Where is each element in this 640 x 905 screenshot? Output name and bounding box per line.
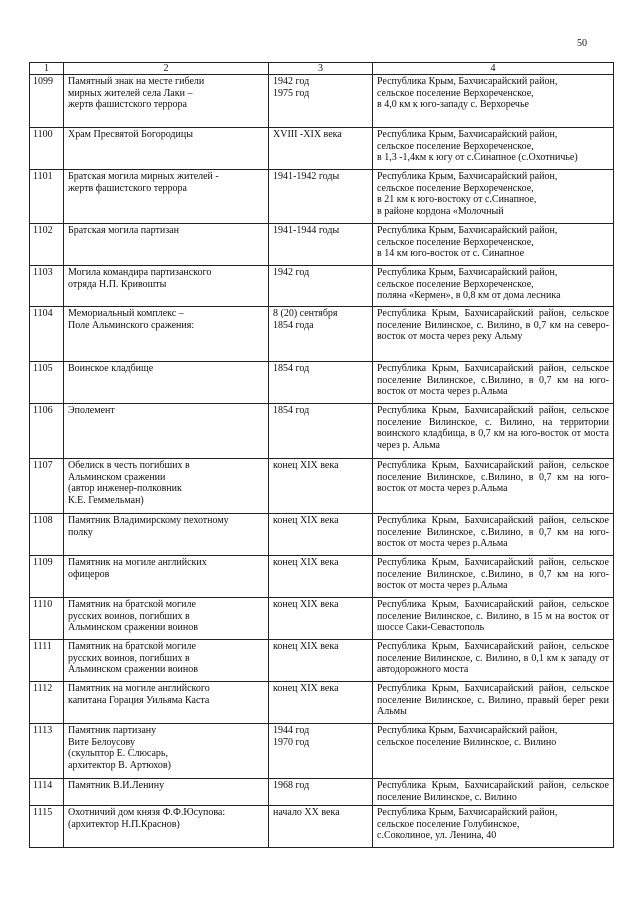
object-name: Эполемент (64, 404, 269, 459)
row-number: 1102 (30, 224, 64, 266)
table-row (30, 724, 614, 779)
row-number: 1115 (30, 806, 64, 848)
object-date: 1968 год (269, 779, 373, 806)
object-location: Республика Крым, Бахчисарайский район, сельское поселение Вилинское, с. Вилино (373, 779, 614, 806)
object-location: Республика Крым, Бахчисарайский район, сельское поселение Вилинское, с. Вилино, в 15 м на восток от шоссе Саки-Севастополь (373, 598, 614, 640)
object-date: 8 (20) сентября 1854 года (269, 307, 373, 362)
row-number: 1100 (30, 128, 64, 170)
object-date: конец XIX века (269, 598, 373, 640)
object-name: Храм Пресвятой Богородицы (64, 128, 269, 170)
row-number: 1110 (30, 598, 64, 640)
object-location: Республика Крым, Бахчисарайский район, сельское поселение Верхореченское, в 1,3 -1,4км к югу от с.Синапное (с.Охотничье) (373, 128, 614, 170)
object-name: Мемориальный комплекс – Поле Альминского сражения: (64, 307, 269, 362)
object-date: 1942 год 1975 год (269, 75, 373, 128)
row-number: 1112 (30, 682, 64, 724)
object-name: Воинское кладбище (64, 362, 269, 404)
object-location: Республика Крым, Бахчисарайский район, сельское поселение Верхореченское, в 14 км юго-восток от с. Синапное (373, 224, 614, 266)
object-location: Республика Крым, Бахчисарайский район, сельское поселение Вилинское, с.Вилино, в 0,7 км на юго-восток от моста через р.Альма (373, 362, 614, 404)
object-date: 1942 год (269, 266, 373, 307)
table-row (30, 307, 614, 362)
object-name: Могила командира партизанского отряда Н.П. Кривошты (64, 266, 269, 307)
table-row (30, 170, 614, 224)
table-row (30, 266, 614, 307)
table-row (30, 682, 614, 724)
object-location: Республика Крым, Бахчисарайский район, сельское поселение Верхореченское, в 4,0 км к юго-западу с. Верхоречье (373, 75, 614, 128)
table-row (30, 362, 614, 404)
object-name: Памятник Владимирскому пехотному полку (64, 514, 269, 556)
object-location: Республика Крым, Бахчисарайский район, сельское поселение Верхореченское, поляна «Кермен», в 0,8 км от дома лесника (373, 266, 614, 307)
table-row (30, 514, 614, 556)
object-name: Памятник на могиле английских офицеров (64, 556, 269, 598)
row-number: 1099 (30, 75, 64, 128)
row-number: 1114 (30, 779, 64, 806)
row-number: 1101 (30, 170, 64, 224)
object-name: Обелиск в честь погибших в Альминском сражении (автор инженер-полковник К.Е. Геммельман) (64, 459, 269, 514)
object-date: 1941-1942 годы (269, 170, 373, 224)
object-location: Республика Крым, Бахчисарайский район, сельское поселение Вилинское, с. Вилино, правый берег реки Альмы (373, 682, 614, 724)
object-date: конец XIX века (269, 514, 373, 556)
table-row (30, 779, 614, 806)
row-number: 1108 (30, 514, 64, 556)
object-date: конец XIX века (269, 459, 373, 514)
table-row (30, 806, 614, 848)
object-location: Республика Крым, Бахчисарайский район, сельское поселение Вилинское, с.Вилино, в 0,7 км на юго-восток от моста через р.Альма (373, 556, 614, 598)
header-row (30, 63, 614, 75)
object-name: Памятник на могиле английского капитана Горация Уильяма Каста (64, 682, 269, 724)
object-date: конец XIX века (269, 640, 373, 682)
page-number: 50 (577, 38, 587, 49)
table-row (30, 404, 614, 459)
row-number: 1103 (30, 266, 64, 307)
object-name: Памятный знак на месте гибели мирных жителей села Лаки – жертв фашистского террора (64, 75, 269, 128)
table-row (30, 556, 614, 598)
table-row (30, 459, 614, 514)
row-number: 1109 (30, 556, 64, 598)
object-name: Памятник В.И.Ленину (64, 779, 269, 806)
table-row (30, 128, 614, 170)
column-header-date: 3 (269, 63, 373, 75)
object-date: 1854 год (269, 404, 373, 459)
row-number: 1105 (30, 362, 64, 404)
object-location: Республика Крым, Бахчисарайский район, сельское поселение Вилинское, с.Вилино, в 0,7 км на юго-восток от моста через р.Альма (373, 459, 614, 514)
object-location: Республика Крым, Бахчисарайский район, сельское поселение Вилинское, с. Вилино (373, 724, 614, 779)
object-date: начало XX века (269, 806, 373, 848)
object-location: Республика Крым, Бахчисарайский район, сельское поселение Вилинское, с.Вилино, в 0,7 км на юго-восток от моста через р.Альма (373, 514, 614, 556)
object-name: Братская могила мирных жителей - жертв фашистского террора (64, 170, 269, 224)
row-number: 1106 (30, 404, 64, 459)
object-date: XVIII -XIX века (269, 128, 373, 170)
object-name: Братская могила партизан (64, 224, 269, 266)
row-number: 1113 (30, 724, 64, 779)
object-name: Памятник партизану Вите Белоусову (скульптор Е. Слюсарь, архитектор В. Артюхов) (64, 724, 269, 779)
object-location: Республика Крым, Бахчисарайский район, сельское поселение Верхореченское, в 21 км к юго-востоку от с.Синапное, в районе кордона «Молочный (373, 170, 614, 224)
object-name: Памятник на братской могиле русских воинов, погибших в Альминском сражении воинов (64, 598, 269, 640)
object-name: Памятник на братской могиле русских воинов, погибших в Альминском сражении воинов (64, 640, 269, 682)
row-number: 1111 (30, 640, 64, 682)
object-date: 1941-1944 годы (269, 224, 373, 266)
object-name: Охотничий дом князя Ф.Ф.Юсупова: (архитектор Н.П.Краснов) (64, 806, 269, 848)
object-date: конец XIX века (269, 682, 373, 724)
object-location: Республика Крым, Бахчисарайский район, сельское поселение Голубинское, с.Соколиное, ул. Ленина, 40 (373, 806, 614, 848)
column-header-name: 2 (64, 63, 269, 75)
table-row (30, 640, 614, 682)
table-row (30, 224, 614, 266)
object-location: Республика Крым, Бахчисарайский район, сельское поселение Вилинское, с. Вилино, в 0,1 км к западу от автодорожного моста (373, 640, 614, 682)
object-date: конец XIX века (269, 556, 373, 598)
object-date: 1854 год (269, 362, 373, 404)
row-number: 1107 (30, 459, 64, 514)
column-header-number: 1 (30, 63, 64, 75)
table-row (30, 75, 614, 128)
object-location: Республика Крым, Бахчисарайский район, сельское поселение Вилинское, с. Вилино, в 0,7 км на северо-восток от моста через реку Альму (373, 307, 614, 362)
object-location: Республика Крым, Бахчисарайский район, сельское поселение Вилинское, с. Вилино, на территории воинского кладбища, в 0,7 км на юго-восток от моста через р. Альма (373, 404, 614, 459)
monuments-table (29, 62, 614, 848)
table-row (30, 598, 614, 640)
column-header-location: 4 (373, 63, 614, 75)
row-number: 1104 (30, 307, 64, 362)
object-date: 1944 год 1970 год (269, 724, 373, 779)
